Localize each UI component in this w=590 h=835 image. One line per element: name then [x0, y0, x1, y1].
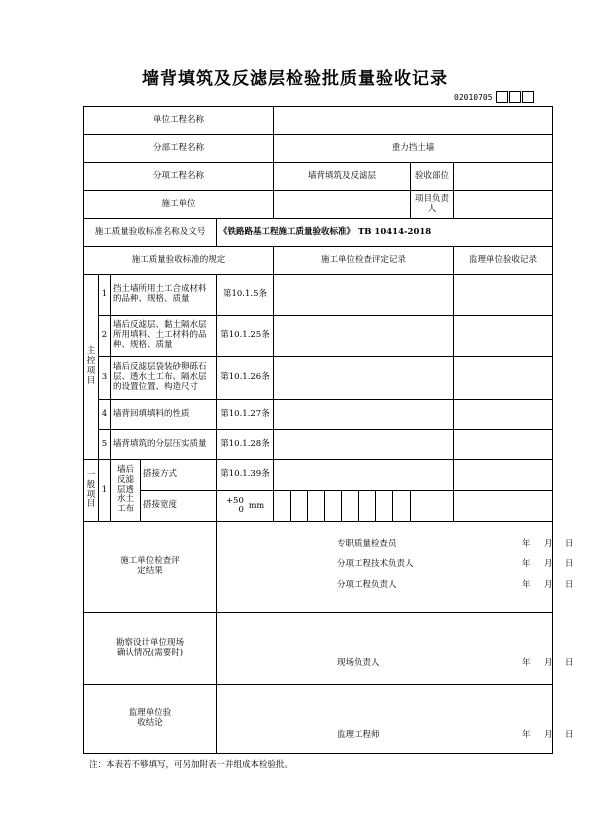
general-group-label: 墙后反滤层透水土工布 — [111, 460, 141, 522]
contractor-check-cell[interactable] — [274, 460, 454, 491]
item-number: 3 — [99, 357, 111, 400]
table-row — [84, 275, 553, 316]
col-contractor-check-header: 施工单位检查评定记录 — [274, 247, 454, 275]
measure-cell-9[interactable] — [411, 491, 454, 522]
contractor-signoff-cell[interactable]: 专职质量检查员 年 月 日 分项工程技术负责人 年 月 日 分项工程负责人 年 月 日 — [217, 522, 553, 613]
table-row — [84, 430, 553, 460]
contractor-check-cell[interactable] — [274, 275, 454, 316]
unit-project-value[interactable] — [274, 107, 553, 135]
form-code-box-2[interactable] — [509, 91, 521, 103]
item-clause: 第10.1.5条 — [217, 275, 274, 316]
table-row — [84, 460, 553, 491]
item-text: 墙背填筑的分层压实质量 — [111, 430, 217, 460]
measure-cell-5[interactable] — [342, 491, 359, 522]
supervisor-conclusion-label: 监理单位验收结论 — [84, 685, 217, 754]
general-label: 一 般 项 目 — [84, 460, 99, 522]
supervisor-signoff-cell[interactable]: 监理工程师 年 月 日 — [217, 685, 553, 754]
measure-cell-4[interactable] — [325, 491, 342, 522]
measure-cell-6[interactable] — [359, 491, 376, 522]
item-project-value[interactable]: 墙背填筑及反滤层 — [274, 163, 411, 191]
contractor-value[interactable] — [274, 191, 411, 219]
project-leader-label: 项目负责人 — [411, 191, 454, 219]
sub-project-label: 分部工程名称 — [84, 135, 274, 163]
contractor-check-cell[interactable] — [274, 400, 454, 430]
tolerance-plus: +50 — [225, 496, 244, 507]
item-text: 墙后反滤层、黏土隔水层所用填料、土工材料的品种、规格、质量 — [111, 316, 217, 357]
general-row-name: 搭接宽度 — [141, 491, 217, 522]
project-leader-value[interactable] — [454, 191, 553, 219]
inspection-part-label: 验收部位 — [411, 163, 454, 191]
sub-project-value[interactable]: 重力挡土墙 — [274, 135, 553, 163]
tolerance-cell — [217, 491, 274, 522]
item-text: 墙背回填填料的性质 — [111, 400, 217, 430]
col-supervisor-record-header: 监理单位验收记录 — [454, 247, 553, 275]
main-control-label: 主 控 项 目 — [84, 275, 99, 460]
table-row — [84, 316, 553, 357]
supervisor-record-cell[interactable] — [454, 400, 553, 430]
unit-project-label: 单位工程名称 — [84, 107, 274, 135]
item-project-label: 分项工程名称 — [84, 163, 274, 191]
item-clause: 第10.1.26条 — [217, 357, 274, 400]
measure-cell-7[interactable] — [376, 491, 393, 522]
standard-label: 施工质量验收标准名称及文号 — [84, 219, 217, 247]
measure-cell-8[interactable] — [393, 491, 411, 522]
tolerance-zero: 0 — [238, 505, 244, 515]
tolerance-unit: mm — [248, 501, 265, 511]
item-number: 4 — [99, 400, 111, 430]
form-code-box-3[interactable] — [522, 91, 534, 103]
contractor-result-label: 施工单位检查评定结果 — [84, 522, 217, 613]
item-number: 2 — [99, 316, 111, 357]
measure-cell-1[interactable] — [274, 491, 291, 522]
table-row — [84, 491, 553, 522]
measure-cell-2[interactable] — [291, 491, 308, 522]
contractor-check-cell[interactable] — [274, 316, 454, 357]
contractor-check-cell[interactable] — [274, 357, 454, 400]
inspection-table — [83, 106, 574, 754]
general-row-clause: 第10.1.39条 — [217, 460, 274, 491]
survey-signoff-cell[interactable]: 现场负责人 年 月 日 — [217, 613, 553, 685]
item-text: 挡土墙所用土工合成材料的品种、规格、质量 — [111, 275, 217, 316]
supervisor-record-cell[interactable] — [454, 460, 553, 491]
form-code — [454, 90, 534, 104]
form-code-box-1[interactable] — [496, 91, 508, 103]
item-number: 1 — [99, 275, 111, 316]
survey-confirm-label: 勘察设计单位现场确认情况(需要时) — [84, 613, 217, 685]
footnote: 注：本表若不够填写，可另加附表一并组成本检验批。 — [89, 760, 294, 770]
inspection-part-value[interactable] — [454, 163, 553, 191]
measure-cell-3[interactable] — [308, 491, 325, 522]
table-row — [84, 400, 553, 430]
item-clause: 第10.1.28条 — [217, 430, 274, 460]
general-item-number: 1 — [99, 460, 111, 522]
contractor-check-cell[interactable] — [274, 430, 454, 460]
table-row — [84, 357, 553, 400]
item-text: 墙后反滤层袋装砂卵砾石层、透水土工布、隔水层的设置位置、构造尺寸 — [111, 357, 217, 400]
item-clause: 第10.1.27条 — [217, 400, 274, 430]
page-title: 墙背填筑及反滤层检验批质量验收记录 — [142, 69, 448, 89]
supervisor-record-cell[interactable] — [454, 430, 553, 460]
form-code-number: 02010705 — [454, 92, 493, 102]
supervisor-record-cell[interactable] — [454, 357, 553, 400]
item-clause: 第10.1.25条 — [217, 316, 274, 357]
supervisor-record-cell[interactable] — [454, 275, 553, 316]
general-row-name: 搭接方式 — [141, 460, 217, 491]
item-number: 5 — [99, 430, 111, 460]
supervisor-record-cell[interactable] — [454, 491, 553, 522]
standard-value: 《铁路路基工程施工质量验收标准》 TB 10414-2018 — [217, 219, 553, 247]
contractor-label: 施工单位 — [84, 191, 274, 219]
col-standard-header: 施工质量验收标准的规定 — [84, 247, 274, 275]
supervisor-record-cell[interactable] — [454, 316, 553, 357]
